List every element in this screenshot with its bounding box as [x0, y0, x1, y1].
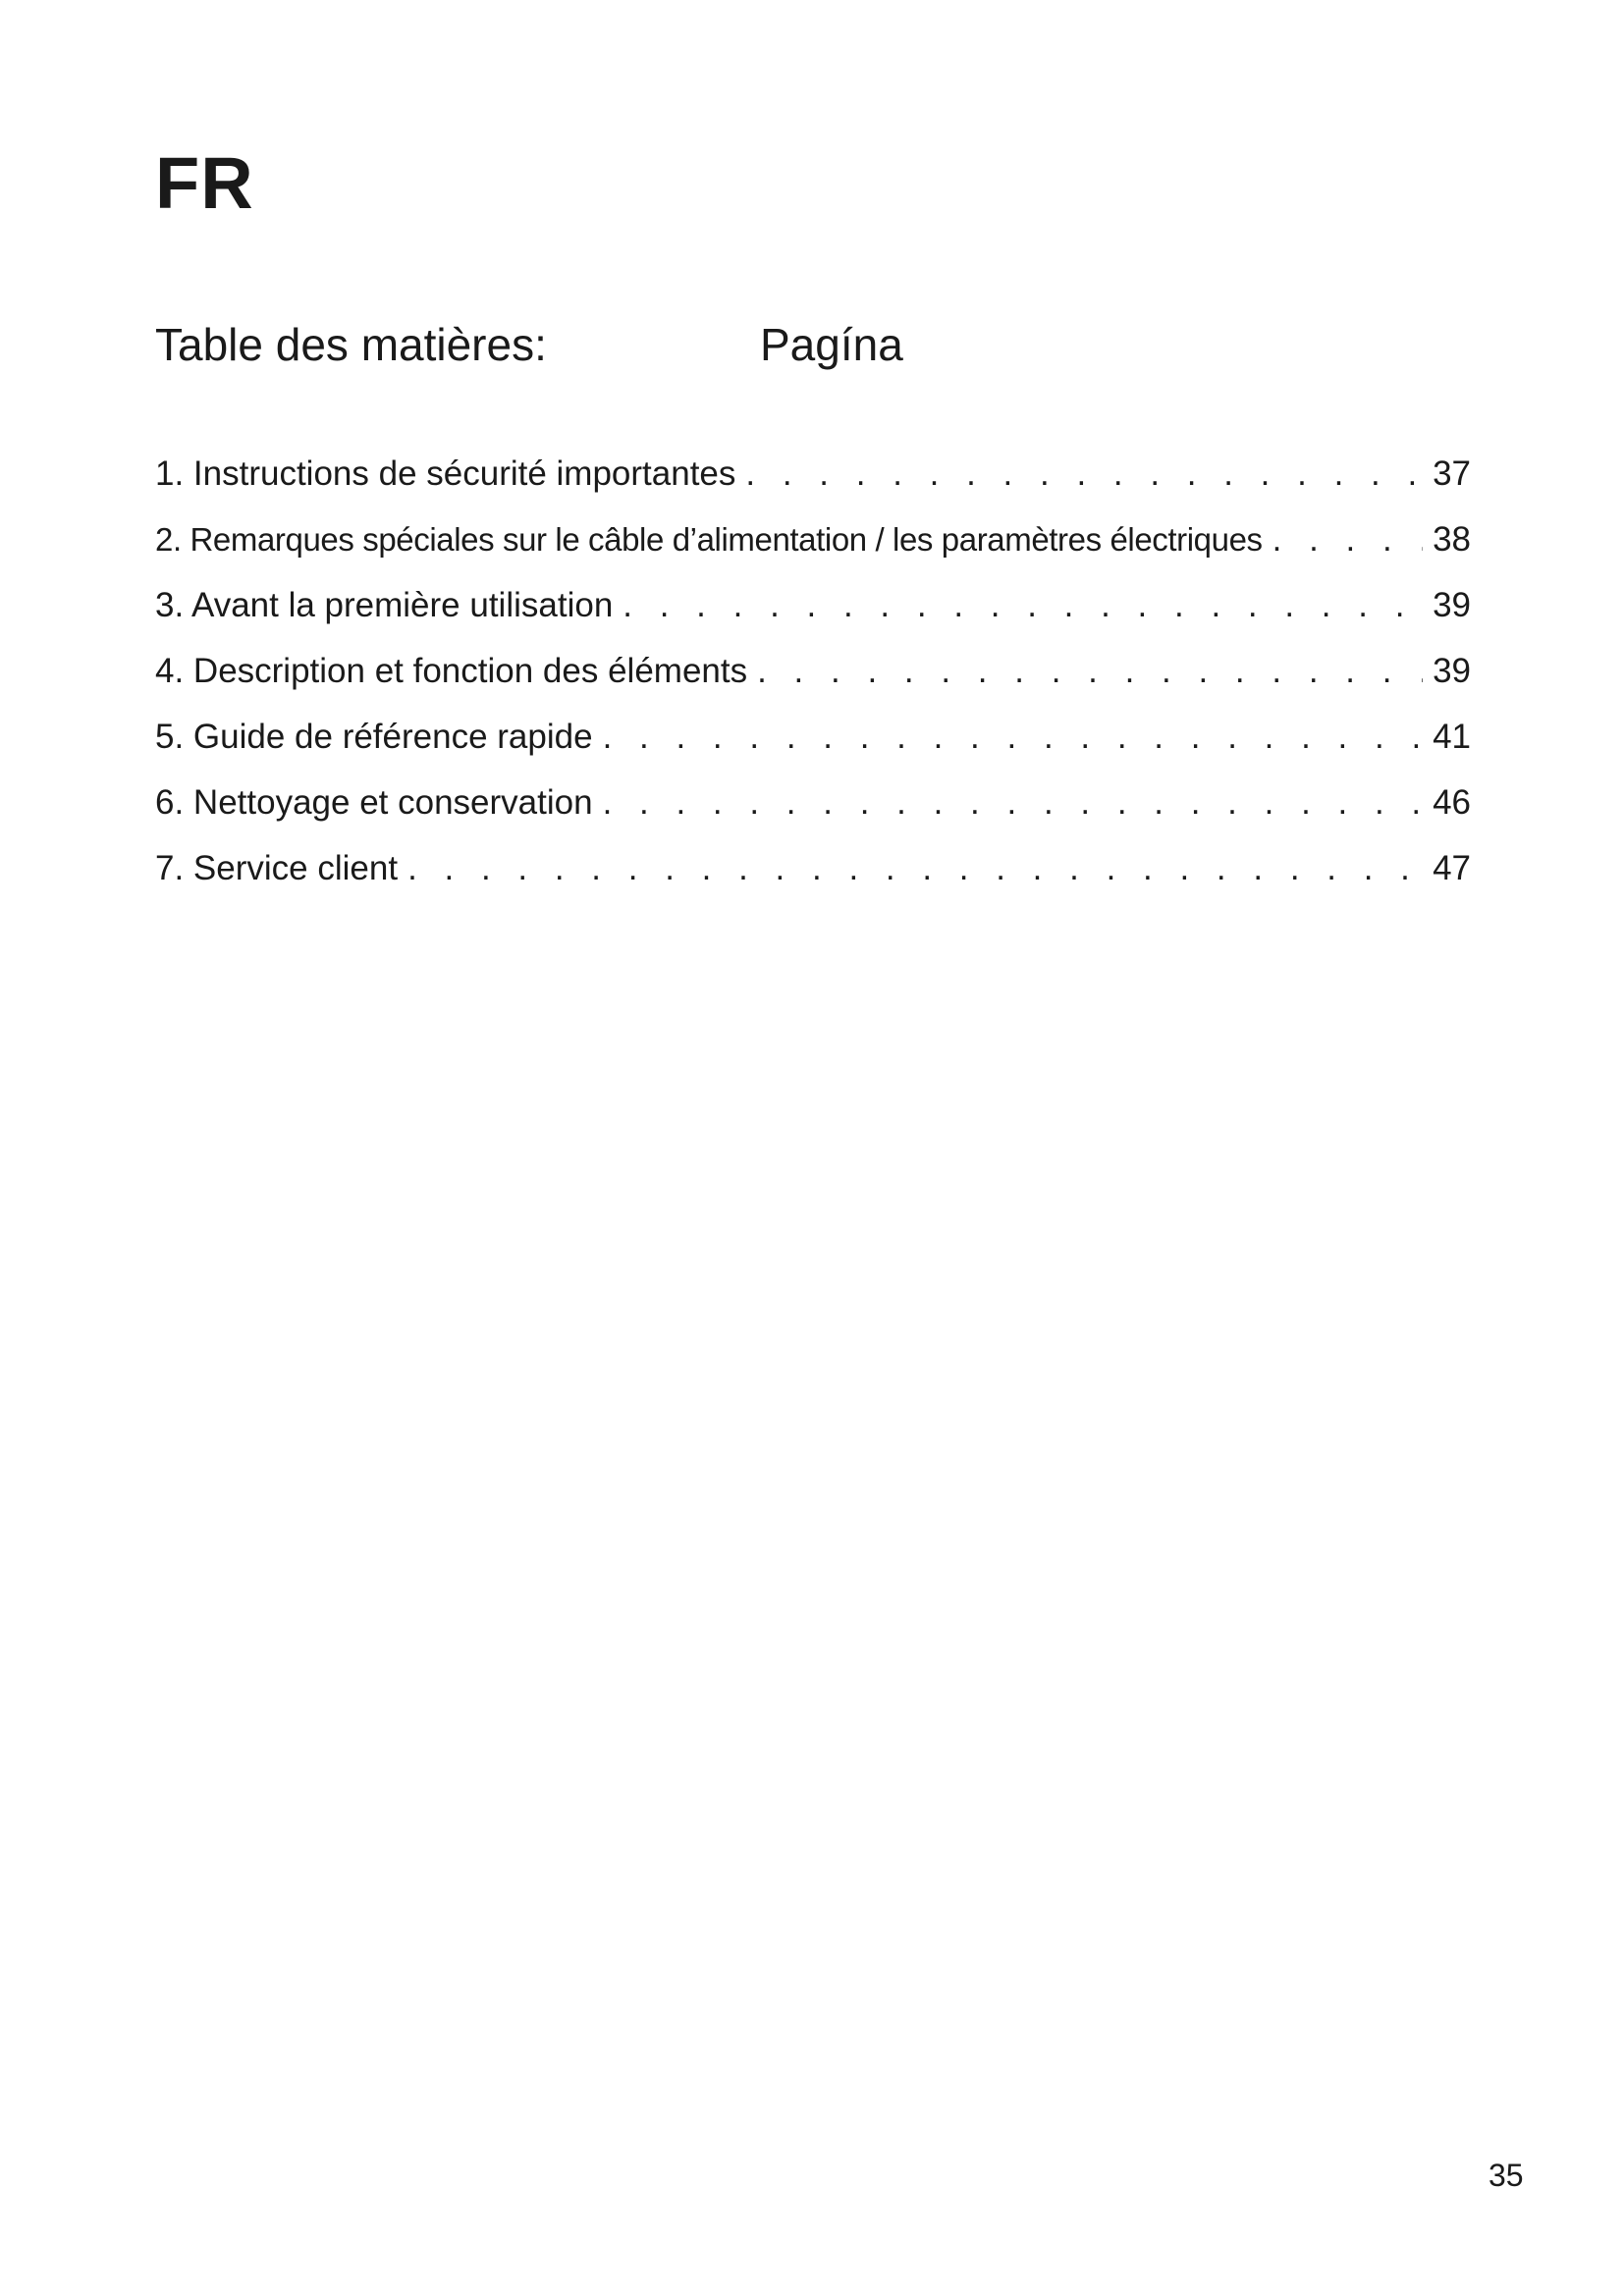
toc-entry-page: 39 — [1433, 652, 1471, 690]
toc-entry[interactable] — [155, 454, 1471, 519]
toc-entry[interactable] — [155, 585, 1471, 651]
toc-heading: Table des matières: — [155, 319, 547, 370]
toc-dot-leader — [745, 454, 1423, 495]
toc-entry-label: 2. Remarques spéciales sur le câble d’alimentation / les paramètres électriques — [155, 521, 1263, 558]
toc-dot-leader — [603, 717, 1423, 758]
toc-entry-page: 37 — [1433, 454, 1471, 493]
language-code-heading: FR — [155, 142, 254, 224]
toc-entry[interactable] — [155, 651, 1471, 717]
toc-entry-label: 5. Guide de référence rapide — [155, 718, 593, 756]
toc-entry-page: 39 — [1433, 586, 1471, 624]
toc-dot-leader — [1272, 519, 1423, 561]
toc-entry-label: 1. Instructions de sécurité importantes — [155, 454, 736, 493]
toc-entry-page: 46 — [1433, 783, 1471, 822]
page-number: 35 — [1489, 2158, 1524, 2193]
table-of-contents — [155, 454, 1471, 914]
toc-entry-page: 38 — [1433, 520, 1471, 559]
toc-entry[interactable] — [155, 782, 1471, 848]
toc-dot-leader — [623, 585, 1423, 626]
toc-entry-label: 4. Description et fonction des éléments — [155, 652, 748, 690]
toc-entry-label: 7. Service client — [155, 849, 399, 887]
toc-entry[interactable] — [155, 519, 1471, 585]
toc-dot-leader — [603, 782, 1424, 824]
toc-entry-page: 47 — [1433, 849, 1471, 887]
toc-entry-label: 6. Nettoyage et conservation — [155, 783, 593, 822]
toc-entry[interactable] — [155, 848, 1471, 914]
toc-dot-leader — [407, 848, 1423, 889]
toc-entry-page: 41 — [1433, 718, 1471, 756]
toc-entry[interactable] — [155, 717, 1471, 782]
toc-entry-label: 3. Avant la première utilisation — [155, 586, 614, 624]
toc-dot-leader — [757, 651, 1423, 692]
toc-page-column-heading: Pagína — [760, 319, 903, 370]
